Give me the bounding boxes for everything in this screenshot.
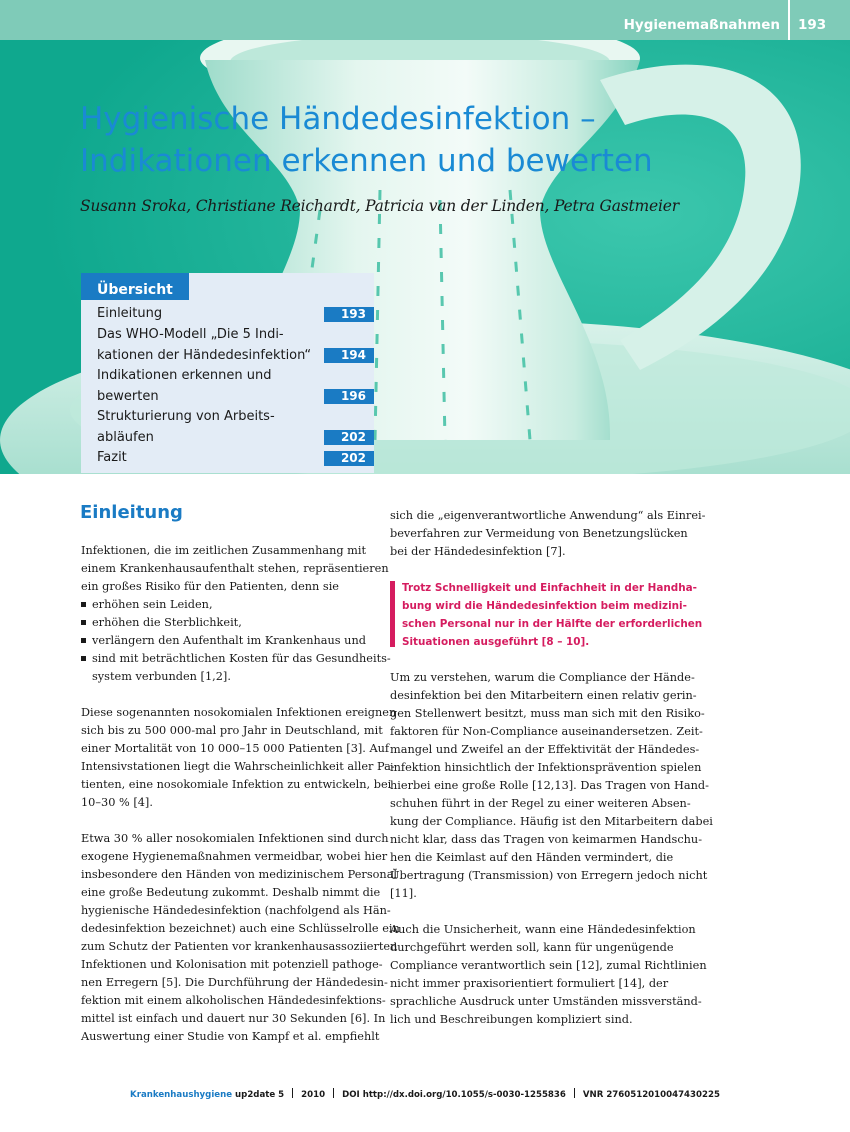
section-label: Hygienemaßnahmen [623,17,780,33]
toc-item-label: Einleitung [97,306,163,321]
text-line: mittel ist einfach und dauert nur 30 Sekunden [6]. In [81,1012,386,1025]
text-line: desinfektion bei den Mitarbeitern einen relativ gerin- [390,689,697,702]
paragraph [81,704,397,812]
toc-item-label: bewerten [97,388,159,404]
paragraph [390,921,707,1029]
bullet-list [81,596,391,686]
text-line: sich bis zu 500 000-mal pro Jahr in Deutschland, mit [81,724,383,737]
toc-heading-tab [81,273,189,300]
callout-line: bung wird die Händedesinfektion beim medizini- [402,600,687,612]
text-line: gen Stellenwert besitzt, muss man sich mit den Risiko- [390,707,705,720]
text-line: Infektionen, die im zeitlichen Zusammenhang mit [81,544,367,557]
text-line: bei der Händedesinfektion [7]. [390,545,566,558]
highlight-callout [390,579,703,651]
text-line: nicht klar, dass das Tragen von keimarmen Handschu- [390,833,703,846]
text-line: Auch die Unsicherheit, wann eine Händedesinfektion [390,923,696,936]
toc-item-einleitung[interactable] [97,304,327,325]
text-column-right [390,507,713,1047]
text-line: einem Krankenhausaufenthalt stehen, repräsentieren [81,562,389,575]
toc-box [81,273,374,473]
toc-item-label: Indikationen erkennen und [97,368,272,383]
text-line: [11]. [390,887,417,900]
text-line: sprachliche Ausdruck unter Umständen missverständ- [390,995,702,1008]
list-item [81,614,375,632]
text-line: Intensivstationen liegt die Wahrscheinlichkeit aller Pa- [81,760,395,773]
toc-page-number[interactable]: 193 [324,307,374,322]
text-line: Diese sogenannten nosokomialen Infektionen ereignen [81,706,397,719]
text-line: kung der Compliance. Häufig ist den Mitarbeitern dabei [390,815,713,828]
footer-separator [574,1088,575,1098]
text-line: durchgeführt werden soll, kann für ungenügende [390,941,674,954]
text-line: tienten, eine nosokomiale Infektion zu entwickeln, bei [81,778,392,791]
toc-item-label: Strukturierung von Arbeits- [97,409,275,424]
text-line: Etwa 30 % aller nosokomialen Infektionen sind durch [81,832,389,845]
page-footer [0,1088,850,1100]
footer-doi[interactable]: DOI http://dx.doi.org/10.1055/s-0030-1255836 [342,1090,566,1100]
list-item [81,650,391,686]
footer-separator [333,1088,334,1098]
text-line: system verbunden [1,2]. [92,670,231,683]
text-line: ein großes Risiko für den Patienten, denn sie [81,580,339,593]
text-line: erhöhen sein Leiden, [92,598,213,611]
text-line: infektion hinsichtlich der Infektionsprävention spielen [390,761,702,774]
paragraph [390,507,706,561]
text-line: insbesondere den Händen von medizinischem Personal [81,868,398,881]
callout-line: Situationen ausgeführt [8 – 10]. [402,636,590,648]
paragraph [390,669,713,903]
toc-item-indikationen[interactable] [97,366,327,407]
paragraph [81,830,400,1046]
article-title-line-1: Hygienische Händedesinfektion – [80,101,596,137]
toc-item-label: kationen der Händedesinfektion“ [97,347,312,363]
text-line: Infektionen und Kolonisation mit potenziell pathoge- [81,958,383,971]
toc-item-strukturierung[interactable] [97,407,327,448]
text-line: hygienische Händedesinfektion (nachfolgend als Hän- [81,904,391,917]
text-line: hierbei eine große Rolle [12,13]. Das Tragen von Hand- [390,779,709,792]
toc-page-number[interactable]: 196 [324,389,374,404]
footer-brand: Krankenhaushygiene [130,1090,233,1100]
paragraph [81,542,389,596]
toc-page-number[interactable]: 194 [324,348,374,363]
text-column-left [81,542,400,1064]
text-line: nen Erregern [5]. Die Durchführung der Händedesin- [81,976,388,989]
toc-heading: Übersicht [97,282,173,298]
article-authors: Susann Sroka, Christiane Reichardt, Patricia van der Linden, Petra Gastmeier [80,197,679,215]
toc-item-label: Das WHO-Modell „Die 5 Indi- [97,327,284,342]
text-line: fektion mit einem alkoholischen Händedesinfektions- [81,994,386,1007]
text-line: nicht immer praxisorientiert formuliert [14], der [390,977,669,990]
callout-line: Trotz Schnelligkeit und Einfachheit in der Handha- [402,582,697,594]
list-item [81,632,375,650]
text-line: schuhen führt in der Regel zu einer weiteren Absen- [390,797,691,810]
list-item [81,596,375,614]
text-line: lich und Beschreibungen kompliziert sind. [390,1013,633,1026]
toc-page-number[interactable]: 202 [324,430,374,445]
toc-item-label: abläufen [97,429,154,445]
toc-item-label: Fazit [97,450,127,465]
text-line: Auswertung einer Studie von Kampf et al. empfiehlt [81,1030,380,1043]
toc-item-who-modell[interactable] [97,325,327,366]
text-line: sind mit beträchtlichen Kosten für das Gesundheits- [92,652,391,665]
text-line: verlängern den Aufenthalt im Krankenhaus und [92,634,366,647]
text-line: Übertragung (Transmission) von Erregern jedoch nicht [390,869,708,882]
text-line: hen die Keimlast auf den Händen vermindert, die [390,851,674,864]
article-title-line-2: Indikationen erkennen und bewerten [80,143,653,179]
footer-separator [292,1088,293,1098]
toc-item-fazit[interactable] [97,448,327,469]
text-line: dedesinfektion bezeichnet) auch eine Schlüsselrolle ein [81,922,400,935]
text-line: Um zu verstehen, warum die Compliance der Hände- [390,671,695,684]
header-band [0,0,850,40]
text-line: mangel und Zweifel an der Effektivität der Händedes- [390,743,700,756]
text-line: eine große Bedeutung zukommt. Deshalb nimmt die [81,886,381,899]
text-line: einer Mortalität von 10 000–15 000 Patienten [3]. Auf [81,742,390,755]
page-number: 193 [798,17,827,33]
text-line: erhöhen die Sterblichkeit, [92,616,242,629]
text-line: sich die „eigenverantwortliche Anwendung“ als Einrei- [390,509,706,522]
footer-vnr: VNR 2760512010047430225 [582,1090,720,1100]
toc-page-number[interactable]: 202 [324,451,374,466]
text-line: exogene Hygienemaßnahmen vermeidbar, wobei hier [81,850,388,863]
text-line: beverfahren zur Vermeidung von Benetzungslücken [390,527,688,540]
text-line: 10–30 % [4]. [81,796,153,809]
text-line: faktoren für Non-Compliance auseinandersetzen. Zeit- [390,725,703,738]
section-heading-einleitung: Einleitung [80,502,183,523]
header-divider [788,0,790,40]
footer-journal: up2date 5 [235,1090,285,1100]
callout-line: schen Personal nur in der Hälfte der erforderlichen [402,618,703,630]
text-line: zum Schutz der Patienten vor krankenhausassoziierten [81,940,398,953]
footer-year: 2010 [301,1090,326,1100]
article-title [80,98,780,182]
text-line: Compliance verantwortlich sein [12], zumal Richtlinien [390,959,707,972]
